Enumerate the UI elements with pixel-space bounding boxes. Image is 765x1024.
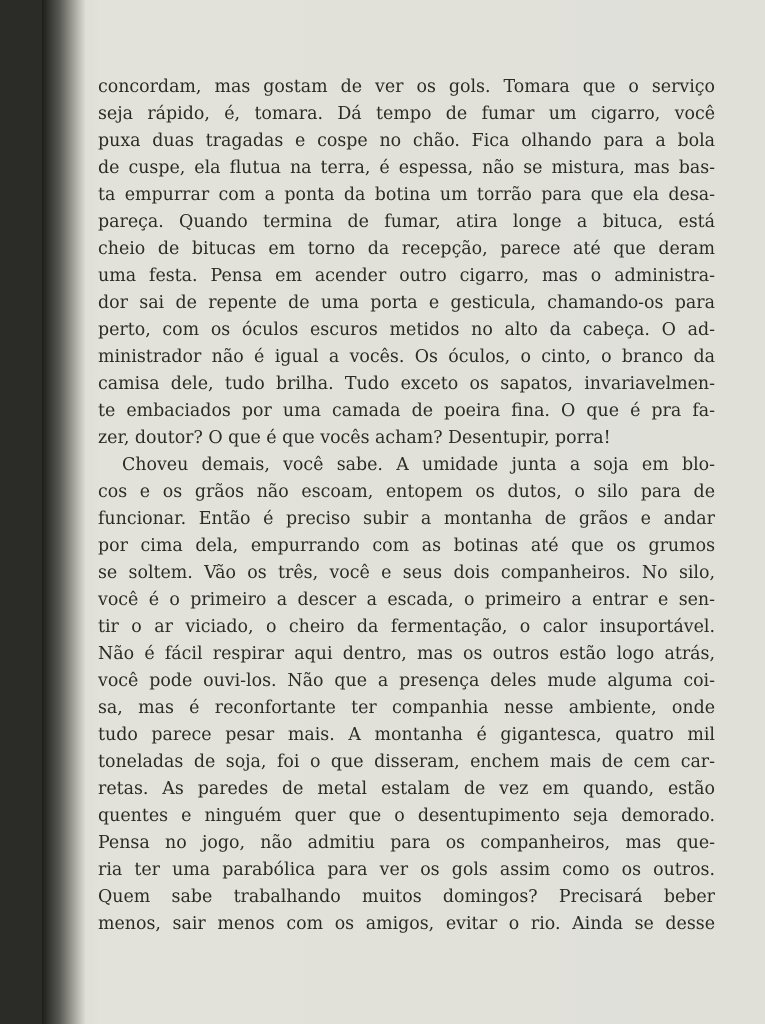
text-line: sa, mas é reconfortante ter companhia nesse ambiente, onde [98,698,715,718]
text-line: Não é fácil respirar aqui dentro, mas os outros estão logo atrás, [98,644,715,664]
text-line: perto, com os óculos escuros metidos no alto da cabeça. O ad- [98,320,715,340]
text-line: quentes e ninguém quer que o desentupimento seja demorado. [98,806,715,826]
text-line: menos, sair menos com os amigos, evitar o rio. Ainda se desse [98,914,715,934]
text-line: tudo parece pesar mais. A montanha é gigantesca, quatro mil [98,725,715,745]
text-line: tir o ar viciado, o cheiro da fermentação, o calor insuportável. [98,617,715,637]
text-line: você pode ouvi-los. Não que a presença deles mude alguma coi- [98,671,715,691]
text-line: camisa dele, tudo brilha. Tudo exceto os sapatos, invariavelmen- [98,374,715,394]
book-page [42,0,765,1024]
text-line: de cuspe, ela flutua na terra, é espessa, não se mistura, mas bas- [98,158,715,178]
text-line: ria ter uma parabólica para ver os gols assim como os outros. [98,860,715,880]
text-line: uma festa. Pensa em acender outro cigarro, mas o administra- [98,266,715,286]
text-line: toneladas de soja, foi o que disseram, enchem mais de cem car- [98,752,715,772]
page-gutter-shadow [42,0,86,1024]
text-line: Quem sabe trabalhando muitos domingos? Precisará beber [98,887,715,907]
text-line: te embaciados por uma camada de poeira fina. O que é pra fa- [98,401,715,421]
text-line: se soltem. Vão os três, você e seus dois companheiros. No silo, [98,563,715,583]
text-line: ministrador não é igual a vocês. Os óculos, o cinto, o branco da [98,347,715,367]
text-line: concordam, mas gostam de ver os gols. Tomara que o serviço [98,77,715,97]
text-line: Pensa no jogo, não admitiu para os companheiros, mas que- [98,833,715,853]
text-line: você é o primeiro a descer a escada, o primeiro a entrar e sen- [98,590,715,610]
text-line: funcionar. Então é preciso subir a montanha de grãos e andar [98,509,715,529]
body-text [98,74,715,938]
text-line: pareça. Quando termina de fumar, atira longe a bituca, está [98,212,715,232]
text-line: retas. As paredes de metal estalam de vez em quando, estão [98,779,715,799]
text-line: cos e os grãos não escoam, entopem os dutos, o silo para de [98,482,715,502]
text-line: seja rápido, é, tomara. Dá tempo de fumar um cigarro, você [98,104,715,124]
text-line: puxa duas tragadas e cospe no chão. Fica olhando para a bola [98,131,715,151]
text-line: ta empurrar com a ponta da botina um torrão para que ela desa- [98,185,715,205]
paragraph-end-line: zer, doutor? O que é que vocês acham? Desentupir, porra! [98,428,611,448]
text-line: cheio de bitucas em torno da recepção, parece até que deram [98,239,715,259]
text-line: por cima dela, empurrando com as botinas até que os grumos [98,536,715,556]
text-line: dor sai de repente de uma porta e gesticula, chamando-os para [98,293,715,313]
paragraph-start-line: Choveu demais, você sabe. A umidade junta a soja em blo- [122,455,715,475]
